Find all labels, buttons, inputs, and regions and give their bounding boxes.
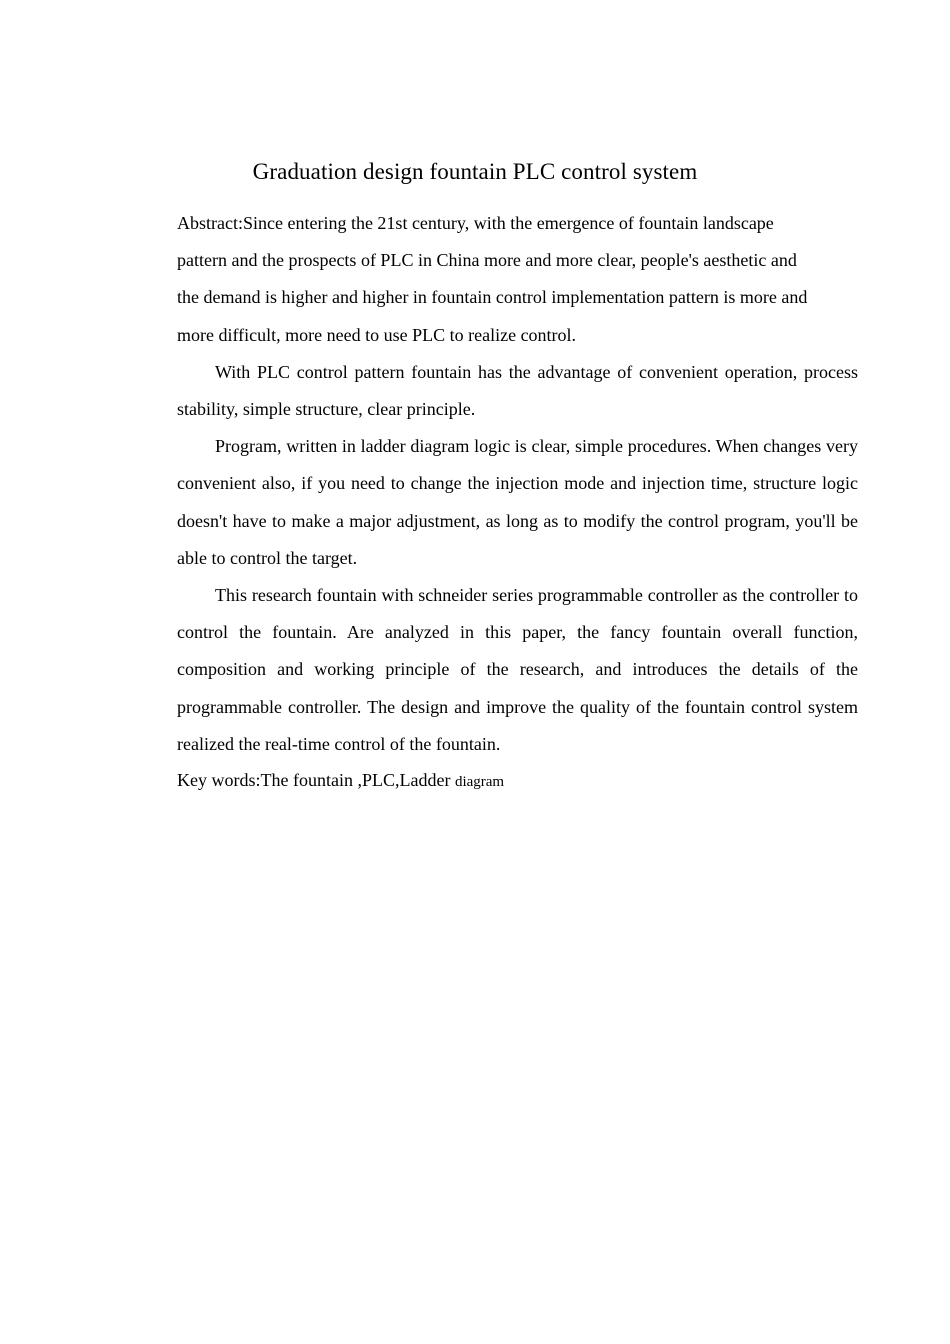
keywords-last-term: diagram: [454, 774, 505, 791]
document-body: [177, 205, 858, 799]
abstract-line: the demand is higher and higher in fountain control implementation pattern is more and: [177, 287, 808, 308]
abstract-line: pattern and the prospects of PLC in China more and more clear, people's aesthetic and: [177, 250, 797, 271]
abstract-line: more difficult, more need to use PLC to realize control.: [177, 324, 577, 345]
abstract-paragraph: [177, 205, 858, 354]
paragraph-research-summary: This research fountain with schneider series programmable controller as the controller to control the fountain. Are analyzed in this paper, the fancy fountain overall function, composition and working principle of the research, and introduces the details of the programmable controller. The design and improve the quality of the fountain control system realized the real-time control of the fountain.: [177, 585, 858, 754]
document-title: Graduation design fountain PLC control system: [252, 159, 698, 184]
paragraph-ladder-program: Program, written in ladder diagram logic is clear, simple procedures. When changes very convenient also, if you need to change the injection mode and injection time, structure logic doesn't have to make a major adjustment, as long as to modify the control program, you'll be able to control the target.: [177, 436, 858, 568]
keywords-line: [177, 763, 858, 799]
abstract-line: Abstract:Since entering the 21st century, with the emergence of fountain landscape: [177, 213, 774, 233]
keywords-text: Key words:The fountain ,PLC,Ladder: [177, 770, 451, 791]
paragraph-plc-advantages: With PLC control pattern fountain has the advantage of convenient operation, process stability, simple structure, clear principle.: [177, 361, 858, 420]
